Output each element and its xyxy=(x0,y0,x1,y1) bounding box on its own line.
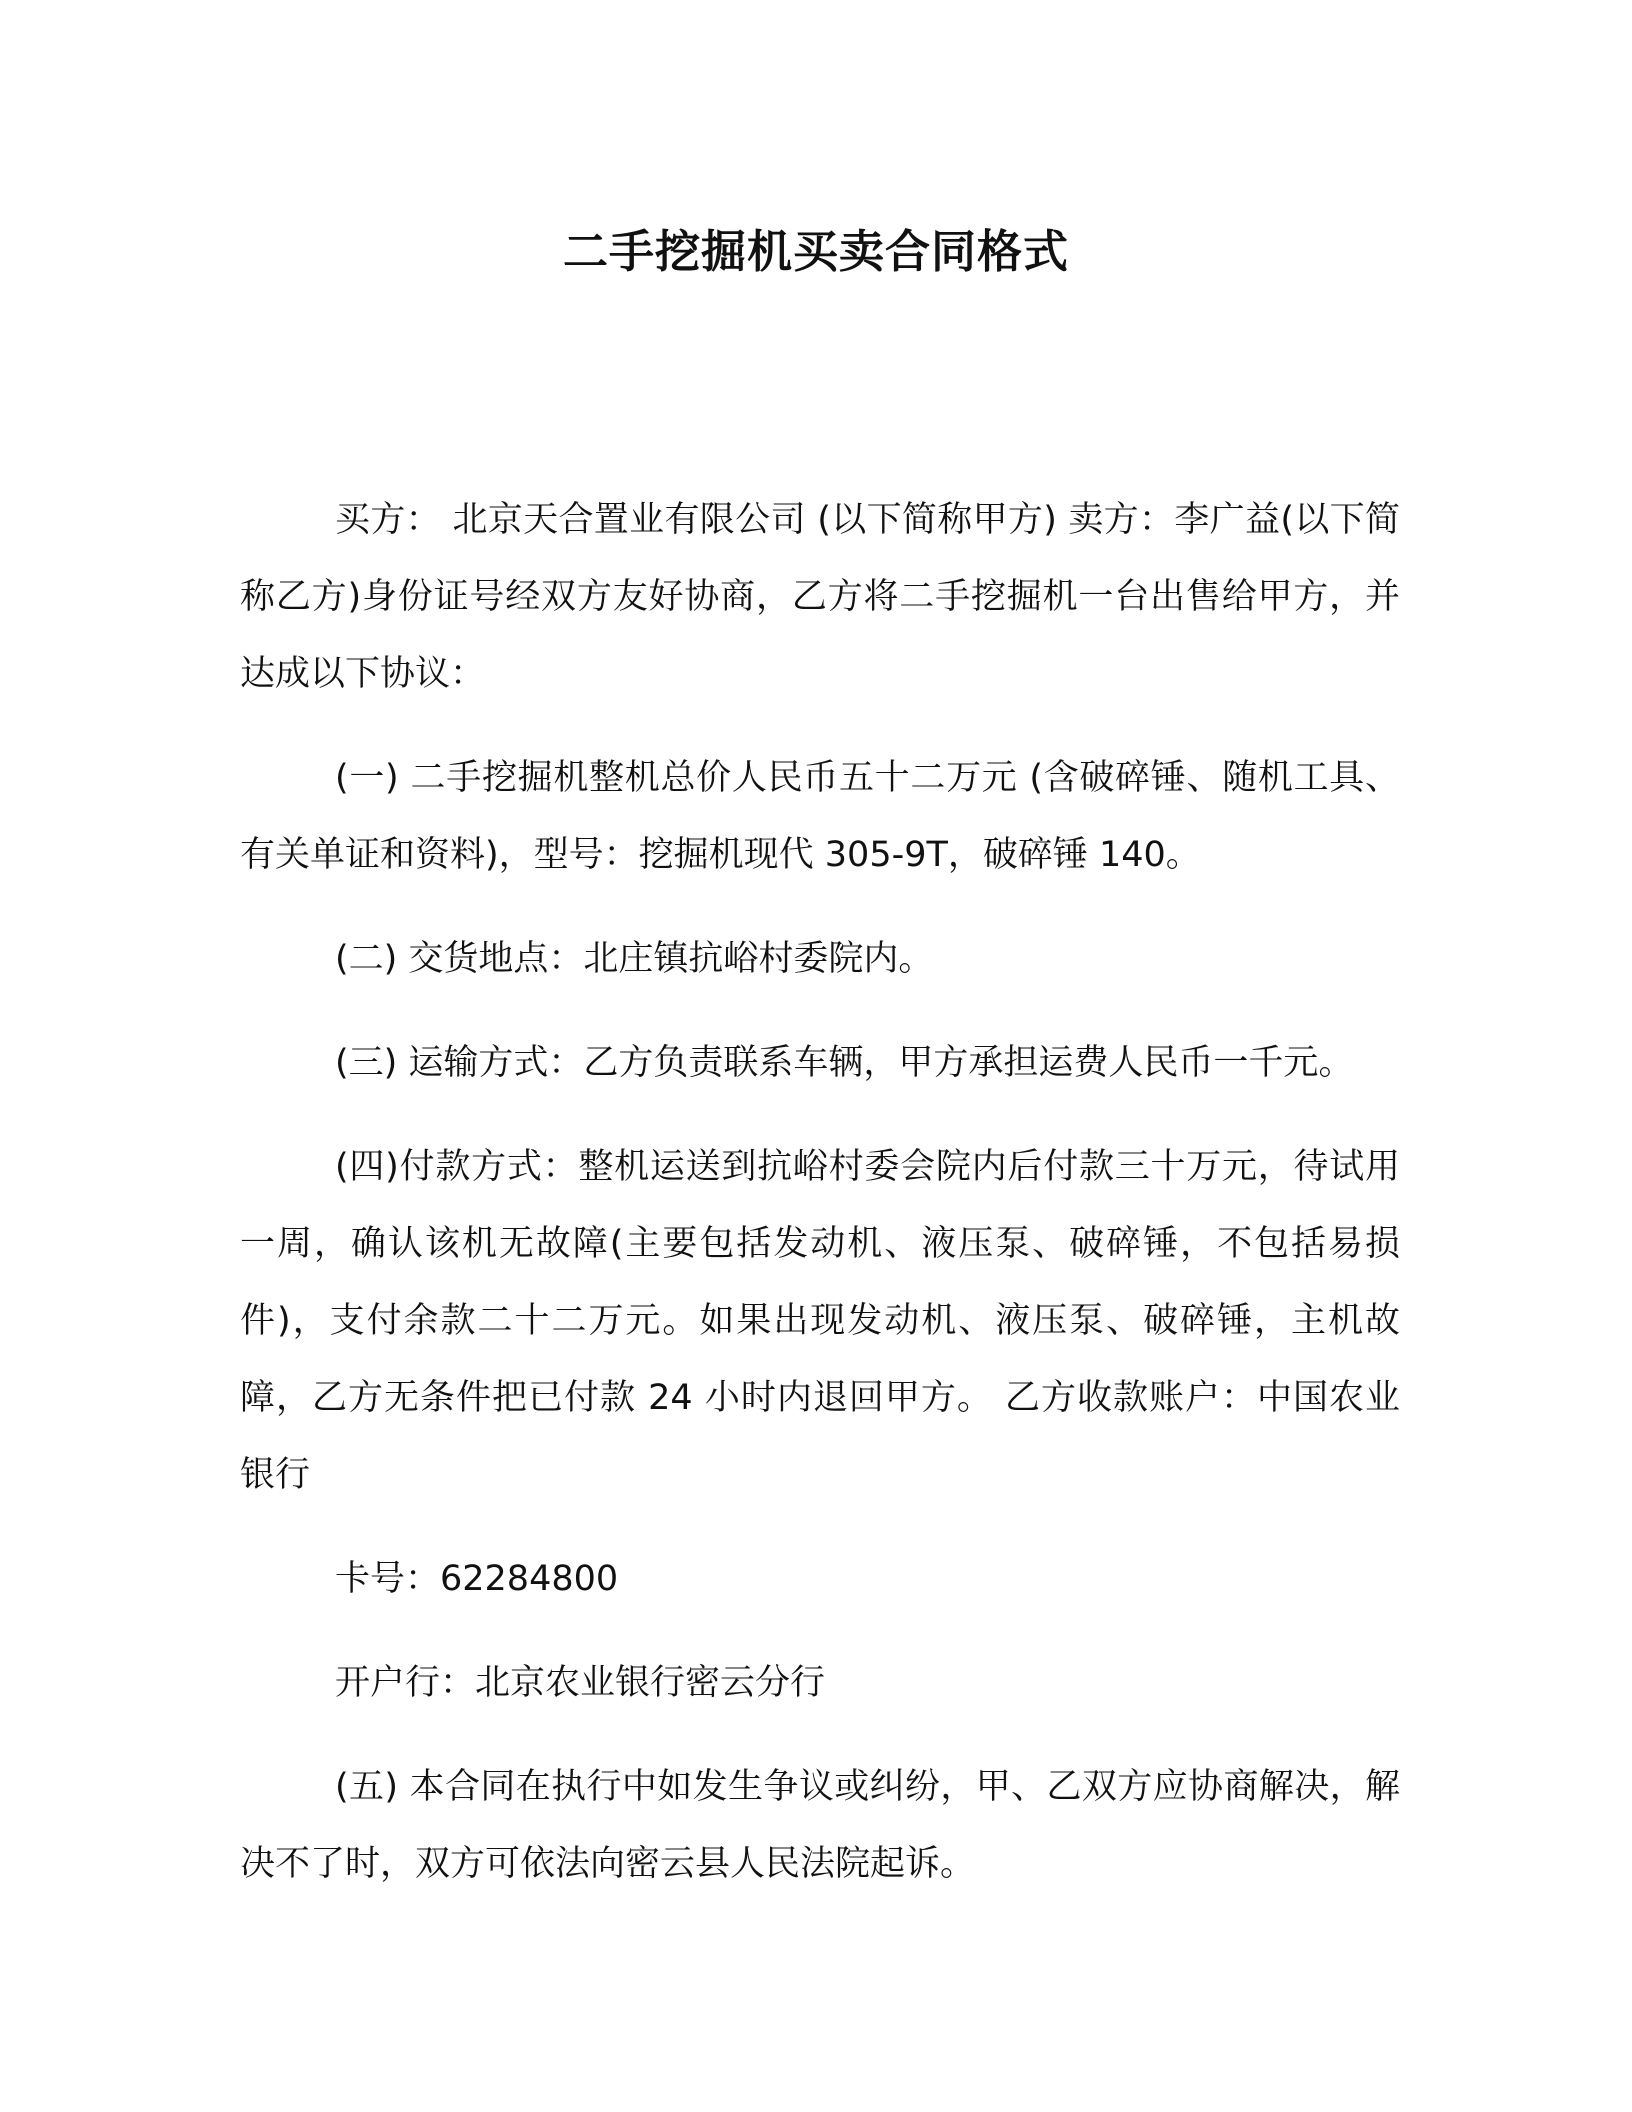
document-body xyxy=(240,482,1400,1930)
paragraph-clause-1-price: (一) 二手挖掘机整机总价人民币五十二万元 (含破碎锤、随机工具、有关单证和资料)，型号：挖掘机现代 305-9T，破碎锤 140。 xyxy=(240,758,1400,875)
paragraph-bank-branch: 开户行：北京农业银行密云分行 xyxy=(335,1663,826,1703)
paragraph-clause-5-dispute: (五) 本合同在执行中如发生争议或纠纷，甲、乙双方应协商解决，解决不了时，双方可依法向密云县人民法院起诉。 xyxy=(240,1767,1400,1884)
paragraph-parties: 买方： 北京天合置业有限公司 (以下简称甲方) 卖方：李广益(以下简称乙方)身份证号经双方友好协商，乙方将二手挖掘机一台出售给甲方，并达成以下协议： xyxy=(240,500,1400,694)
paragraph-card-number: 卡号：62284800 xyxy=(335,1559,619,1599)
paragraph-clause-3-transport: (三) 运输方式：乙方负责联系车辆，甲方承担运费人民币一千元。 xyxy=(335,1043,1354,1083)
paragraph-clause-2-delivery: (二) 交货地点：北庄镇抗峪村委院内。 xyxy=(335,939,934,979)
paragraph-clause-4-payment: (四)付款方式：整机运送到抗峪村委会院内后付款三十万元，待试用一周，确认该机无故障(主要包括发动机、液压泵、破碎锤，不包括易损件)，支付余款二十二万元。如果出现发动机、液压泵、破碎锤，主机故障，乙方无条件把已付款 24 小时内退回甲方。 乙方收款账户：中国农业银行 xyxy=(240,1147,1400,1495)
document-title: 二手挖掘机买卖合同格式 xyxy=(562,225,1069,278)
